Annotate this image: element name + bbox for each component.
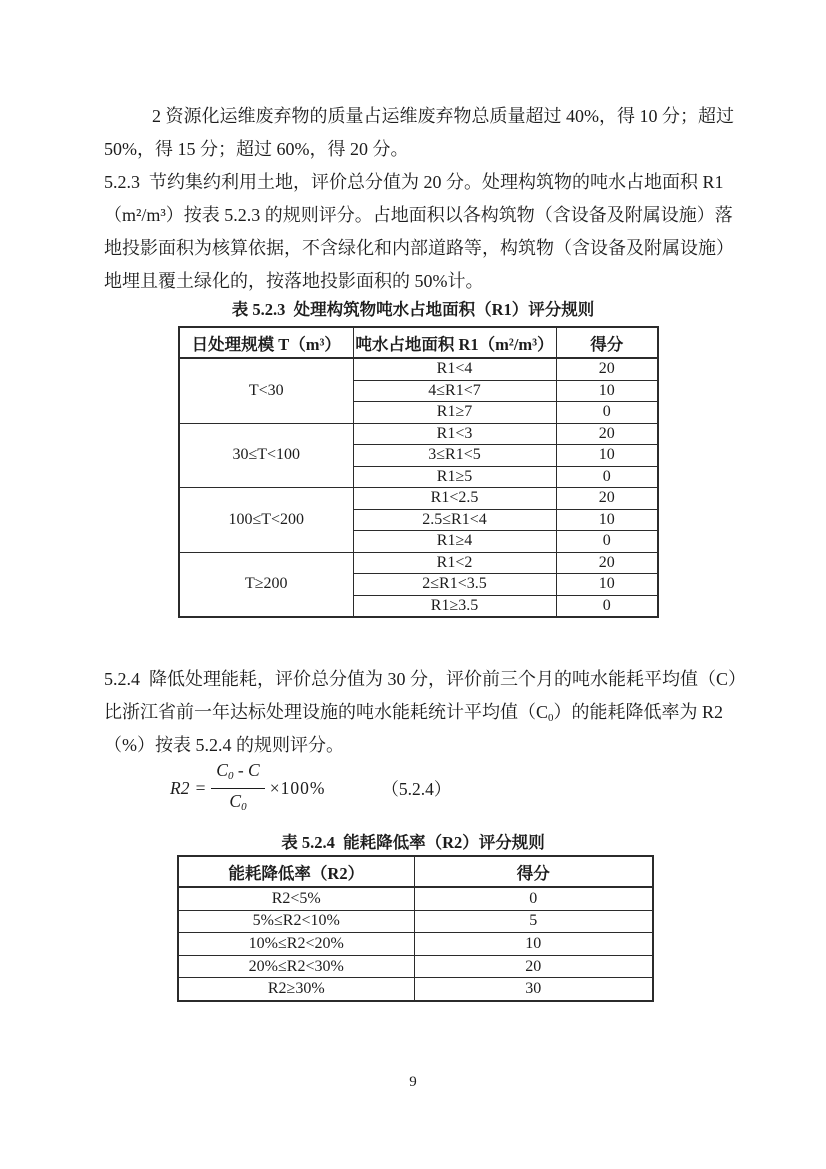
- range-cell: 20%≤R2<30%: [178, 955, 414, 978]
- text-line: [104, 232, 734, 265]
- page-number: 9: [409, 1074, 417, 1090]
- formula-lhs: R2: [170, 778, 190, 798]
- text-line: [104, 696, 724, 729]
- range-cell: R1<4: [353, 358, 556, 380]
- score-cell: 20: [414, 955, 653, 978]
- range-cell: R2≥30%: [178, 978, 414, 1001]
- range-cell: 2≤R1<3.5: [353, 574, 556, 596]
- numerator-rest: - C: [233, 760, 260, 780]
- text-segment: ）的能耗降低率为 R2: [553, 702, 724, 722]
- paragraph-section-5-2-4: [104, 663, 747, 762]
- table-5-2-4: [177, 855, 654, 1002]
- text-line: [104, 199, 733, 232]
- denominator-subscript: 0: [241, 801, 247, 813]
- fraction: [211, 760, 264, 817]
- score-cell: 0: [556, 466, 658, 488]
- range-cell: R1≥4: [353, 531, 556, 553]
- score-cell: 0: [556, 402, 658, 424]
- paragraph-resource-waste: [104, 100, 734, 166]
- text-line: [104, 265, 724, 298]
- table-row: [179, 552, 658, 574]
- table-row: [179, 488, 658, 510]
- fraction-numerator: [211, 760, 264, 789]
- range-cell: R1≥5: [353, 466, 556, 488]
- table-5-2-4-header: [178, 856, 653, 887]
- score-cell: 0: [414, 887, 653, 910]
- table-row: [178, 887, 653, 910]
- table-row: [179, 358, 658, 380]
- range-cell: R1≥3.5: [353, 595, 556, 617]
- table-5-2-4-body: [178, 887, 653, 1001]
- table-row: [178, 933, 653, 956]
- scale-cell: 100≤T<200: [179, 488, 353, 553]
- range-cell: 2.5≤R1<4: [353, 509, 556, 531]
- score-cell: 30: [414, 978, 653, 1001]
- score-cell: 10: [414, 933, 653, 956]
- score-cell: 20: [556, 423, 658, 445]
- paragraph-section-5-2-3: [104, 166, 734, 298]
- text-line: [104, 133, 724, 166]
- table-5-2-3-header: [179, 327, 658, 358]
- range-cell: R1<2: [353, 552, 556, 574]
- score-cell: 20: [556, 552, 658, 574]
- column-header: 日处理规模 T（m³）: [179, 327, 353, 358]
- range-cell: R2<5%: [178, 887, 414, 910]
- table-5-2-3-body: [179, 358, 658, 617]
- denominator-variable: C: [229, 791, 242, 811]
- text-segment: 50%，得 15 分；超过 60%，得 20 分。: [104, 139, 409, 159]
- formula-5-2-4: [170, 760, 451, 817]
- fraction-denominator: [229, 789, 246, 817]
- text-segment: （%）按表 5.2.4 的规则评分。: [104, 735, 344, 755]
- column-header: 得分: [556, 327, 658, 358]
- text-segment: 5.2.3 节约集约利用土地，评价总分值为 20 分。处理构筑物的吨水占地面积 R1: [104, 172, 724, 192]
- text-segment: 比浙江省前一年达标处理设施的吨水能耗统计平均值（C: [104, 702, 549, 722]
- scale-cell: T<30: [179, 358, 353, 423]
- text-segment: 5.2.4 降低处理能耗，评价总分值为 30 分，评价前三个月的吨水能耗平均值（C）: [104, 669, 747, 689]
- table-row: [178, 978, 653, 1001]
- table-row: [179, 423, 658, 445]
- score-cell: 10: [556, 445, 658, 467]
- score-cell: 20: [556, 358, 658, 380]
- text-segment: 地投影面积为核算依据，不含绿化和内部道路等，构筑物（含设备及附属设施）: [104, 238, 734, 258]
- formula-equation-number: （5.2.4）: [381, 779, 452, 799]
- text-line: [104, 729, 724, 762]
- score-cell: 0: [556, 595, 658, 617]
- score-cell: 10: [556, 380, 658, 402]
- scale-cell: 30≤T<100: [179, 423, 353, 488]
- numerator-subscript: 0: [227, 770, 234, 782]
- text-segment: （m²/m³）按表 5.2.3 的规则评分。占地面积以各构筑物（含设备及附属设施）落: [104, 205, 733, 225]
- table-5-2-3: [178, 326, 659, 618]
- range-cell: 4≤R1<7: [353, 380, 556, 402]
- scale-cell: T≥200: [179, 552, 353, 617]
- column-header: 能耗降低率（R2）: [178, 856, 414, 887]
- range-cell: R1≥7: [353, 402, 556, 424]
- column-header: 得分: [414, 856, 653, 887]
- range-cell: 5%≤R2<10%: [178, 910, 414, 933]
- numerator-variable: C: [216, 760, 228, 780]
- subscript-text: 0: [548, 712, 554, 724]
- range-cell: 3≤R1<5: [353, 445, 556, 467]
- equals-sign: =: [194, 778, 207, 798]
- formula-multiplier: ×100%: [269, 778, 326, 798]
- text-segment: 地埋且覆土绿化的，按落地投影面积的 50%计。: [104, 271, 484, 291]
- table-row: [178, 910, 653, 933]
- range-cell: R1<2.5: [353, 488, 556, 510]
- text-segment: 2 资源化运维废弃物的质量占运维废弃物总质量超过 40%，得 10 分；超过: [152, 106, 734, 126]
- range-cell: 10%≤R2<20%: [178, 933, 414, 956]
- score-cell: 0: [556, 531, 658, 553]
- table-5-2-4-title: 表 5.2.4 能耗降低率（R2）评分规则: [281, 833, 545, 852]
- table-5-2-3-title: 表 5.2.3 处理构筑物吨水占地面积（R1）评分规则: [231, 300, 595, 319]
- score-cell: 10: [556, 509, 658, 531]
- column-header: 吨水占地面积 R1（m²/m³）: [353, 327, 556, 358]
- text-line: [104, 663, 747, 696]
- range-cell: R1<3: [353, 423, 556, 445]
- score-cell: 5: [414, 910, 653, 933]
- score-cell: 10: [556, 574, 658, 596]
- score-cell: 20: [556, 488, 658, 510]
- text-line: [104, 166, 724, 199]
- text-line: [104, 100, 734, 133]
- table-row: [178, 955, 653, 978]
